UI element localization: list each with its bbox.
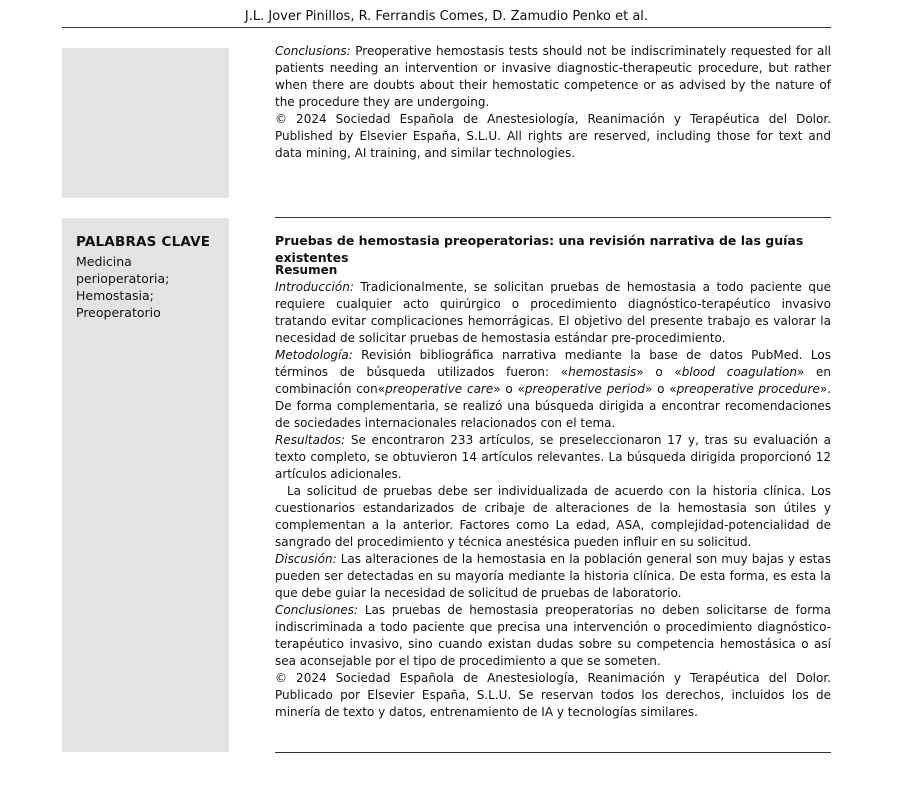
results-label: Resultados: [275, 433, 346, 447]
method-paragraph [275, 347, 831, 432]
method-label: Metodología: [275, 348, 353, 362]
conclusions-paragraph [275, 602, 831, 670]
keywords-list [76, 253, 226, 321]
english-conclusions-text: Preoperative hemostasis tests should not be indiscriminately requested for all patients needing an intervention or invasive diagnostic-therapeutic procedure, but rather when there are doubts about their hemostatic competence or as advised by the nature of the procedure they are undergoing. [275, 44, 831, 109]
intro-paragraph [275, 279, 831, 347]
english-copyright: © 2024 Sociedad Española de Anestesiología, Reanimación y Terapéutica del Dolor. Published by Elsevier España, S.L.U. All rights are reserved, including those for text and data mining, AI training, and similar technologies. [275, 112, 831, 160]
conclusions-label: Conclusiones: [275, 603, 359, 617]
keywords-heading: PALABRAS CLAVE [76, 234, 211, 250]
results-paragraph [275, 432, 831, 483]
search-term: preoperative period [524, 382, 645, 396]
intro-label: Introducción: [275, 280, 354, 294]
spanish-copyright: © 2024 Sociedad Española de Anestesiología, Reanimación y Terapéutica del Dolor. Publicado por Elsevier España, S.L.U. Se reservan todos los derechos, incluidos los de minería de texto y datos, entrenamiento de IA y tecnologías similares. [275, 671, 831, 719]
keyword-item: Preoperatorio [76, 305, 161, 320]
intro-text: Tradicionalmente, se solicitan pruebas de hemostasia a todo paciente que requiere cualquier acto quirúrgico o procedimiento diagnóstico-terapéutico invasivo tratando evitar complicaciones hemorrágicas. El objetivo del presente trabajo es valorar la necesidad de solicitar pruebas de hemostasia estándar pre-procedimiento. [275, 280, 831, 345]
search-term: hemostasis [568, 365, 637, 379]
results-paragraph-2: La solicitud de pruebas debe ser individualizada de acuerdo con la historia clínica. Los cuestionarios estandarizados de cribaje de alteraciones de la hemostasia son útiles y complementan a la anterior. Factores como La edad, ASA, complejidad-potencialidad de sangrado del procedimiento y técnica anestésica pueden influir en su solicitud. [275, 484, 831, 549]
keyword-item: Medicina perioperatoria; [76, 254, 170, 286]
discussion-text: Las alteraciones de la hemostasia en la población general son muy bajas y estas pueden ser detectadas en su mayoría mediante la historia clínica. De esta forma, es esta la que debe guiar la necesidad de solicitud de pruebas de laboratorio. [275, 552, 831, 600]
keywords-box [62, 218, 229, 752]
resumen-heading: Resumen [275, 263, 338, 277]
keyword-item: Hemostasia; [76, 288, 154, 303]
method-text: » o « [636, 365, 682, 379]
discussion-paragraph [275, 551, 831, 602]
english-conclusions [275, 43, 831, 111]
method-text: Revisión bibliográfica narrativa mediante la base de datos PubMed. Los términos de búsqueda utilizados fueron: « [275, 348, 831, 379]
spanish-title: Pruebas de hemostasia preoperatorias: una revisión narrativa de las guías existentes [275, 233, 804, 265]
results-text: Se encontraron 233 artículos, se preseleccionaron 17 y, tras su evaluación a texto completo, se obtuvieron 14 artículos relevantes. La búsqueda dirigida proporcionó 12 artículos adicionales. [275, 433, 831, 481]
conclusions-text: Las pruebas de hemostasia preoperatorias no deben solicitarse de forma indiscriminada a todo paciente que precisa una intervención o procedimiento diagnóstico-terapéutico invasivo, sino cuando existan dudas sobre su competencia hemostásica o así sea aconsejable por el tipo de procedimiento a que se someten. [275, 603, 831, 668]
sidebar-box-top [62, 48, 229, 198]
discussion-label: Discusión: [275, 552, 337, 566]
running-header: J.L. Jover Pinillos, R. Ferrandis Comes, D. Zamudio Penko et al. [244, 9, 649, 24]
spanish-abstract [275, 262, 831, 721]
section-rule-top [275, 217, 831, 218]
english-abstract-end [275, 43, 831, 162]
section-rule-bottom [275, 752, 831, 753]
search-term: blood coagulation [681, 365, 797, 379]
english-conclusions-label: Conclusions: [275, 44, 351, 58]
method-text: » o « [493, 382, 525, 396]
header-rule [62, 27, 831, 28]
search-term: preoperative care [385, 382, 494, 396]
method-text: » en combinación con« [275, 365, 831, 396]
search-term: preoperative procedure [676, 382, 820, 396]
method-text: ». De forma complementaria, se realizó una búsqueda dirigida a encontrar recomendaciones de sociedades internacionales relacionados con el tema. [275, 382, 832, 430]
method-text: » o « [644, 382, 677, 396]
